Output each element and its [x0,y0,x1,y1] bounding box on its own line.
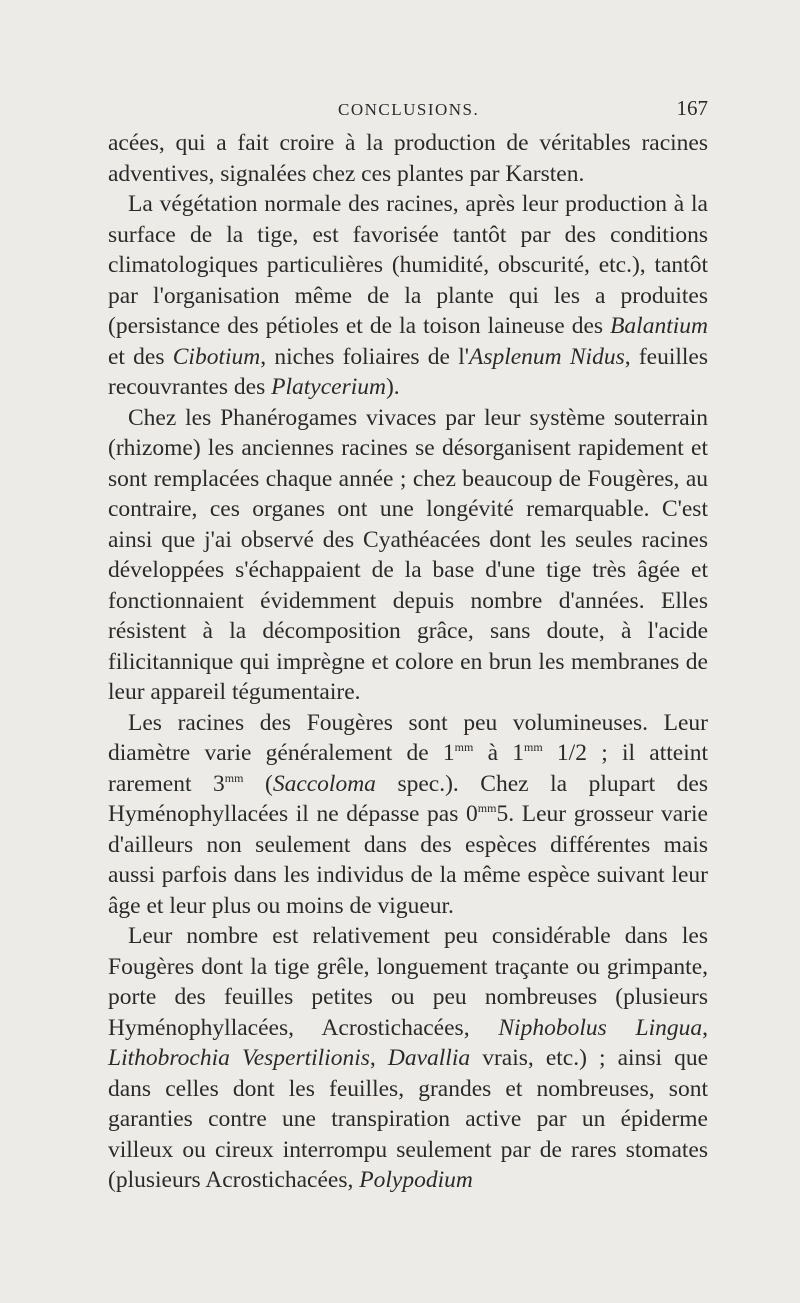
italic-taxon: Asplenum Nidus [468,343,625,370]
paragraph [108,403,708,708]
body-text [108,128,708,1196]
page-header [108,96,708,126]
text-run: 5. Leur grosseur varie d'ailleurs non seulement dans des espèces différentes mais aussi parfois dans les individus de la même espèce suivant leur âge et leur plus ou moins de vigueur. [108,801,708,919]
unit-superscript: mm [524,740,543,754]
italic-taxon: Balantium [610,313,708,339]
running-head: CONCLUSIONS. [338,100,480,119]
page-number: 167 [676,96,708,120]
unit-superscript: mm [454,740,474,754]
italic-taxon: Polypodium [359,1167,473,1193]
text-run: , [369,1045,388,1071]
text-run: ( [243,770,273,797]
text-run: Chez les Phanérogames vivaces par leur système souterrain (rhizome) les anciennes racines se désorganisent rapidement et sont remplacées chaque année ; chez beaucoup de Fougères, au contraire, ces organes ont une longévité remarquable. C'est ainsi que j'ai observé des Cyathéacées dont les seules racines développées s'échappaient de la base d'une tige très âgée et fonctionnaient évidemment depuis nombre d'années. Elles résistent à la décomposition grâce, sans doute, à l'acide filicitannique qui imprègne et colore en brun les membranes de leur appareil tégumentaire. [108,404,708,705]
text-run: vrais, etc.) ; ainsi que dans celles dont les feuilles, grandes et nombreuses, sont garanties contre une transpiration active par un épiderme villeux ou cireux interrompu seulement par de rares stomates (plusieurs Acrostichacées, [108,1045,709,1193]
italic-taxon: Platycerium [271,374,386,400]
text-run: Les racines des Fougères sont peu volumineuses. Leur diamètre varie généralement de 1 [108,709,708,766]
italic-taxon: Saccoloma [272,770,376,797]
unit-superscript: mm [477,801,497,815]
text-run: acées, qui a fait croire à la production de véritables racines adventives, signalées chez ces plantes par Karsten. [108,130,708,187]
italic-taxon: Cibotium [172,343,261,370]
italic-taxon: Lithobrochia Vespertilionis [108,1045,370,1071]
text-run: à 1 [473,740,524,766]
text-run: 1/2 ; il atteint rarement 3 [108,740,708,797]
unit-superscript: mm [224,770,244,785]
text-run: ). [385,374,400,400]
paragraph [108,921,708,1196]
italic-taxon: Niphobolus Lingua [498,1014,703,1041]
paragraph [108,128,708,189]
text-run: , [702,1014,708,1041]
paragraph [108,189,708,403]
text-run: et des [108,343,173,370]
text-run: Leur nombre est relativement peu considérable dans les Fougères dont la tige grêle, longuement traçante ou grimpante, porte des feuilles petites ou peu nombreuses (plusieurs Hyménophyllacées, Acrostichacées, [108,923,708,1041]
italic-taxon: Davallia [387,1045,471,1071]
text-run: , niches foliaires de l' [260,343,469,370]
paragraph [108,708,708,922]
text-run: La végétation normale des racines, après leur production à la surface de la tige, est favorisée tantôt par des conditions climatologiques particulières (humidité, obscurité, etc.), tantôt par l'organisation même de la plante qui les a produites (persistance des pétioles et de la toison laineuse des [108,191,708,339]
text-run: spec.). Chez la plupart des Hyménophyllacées il ne dépasse pas 0 [108,770,709,827]
text-run: , feuilles recouvrantes des [108,343,709,400]
